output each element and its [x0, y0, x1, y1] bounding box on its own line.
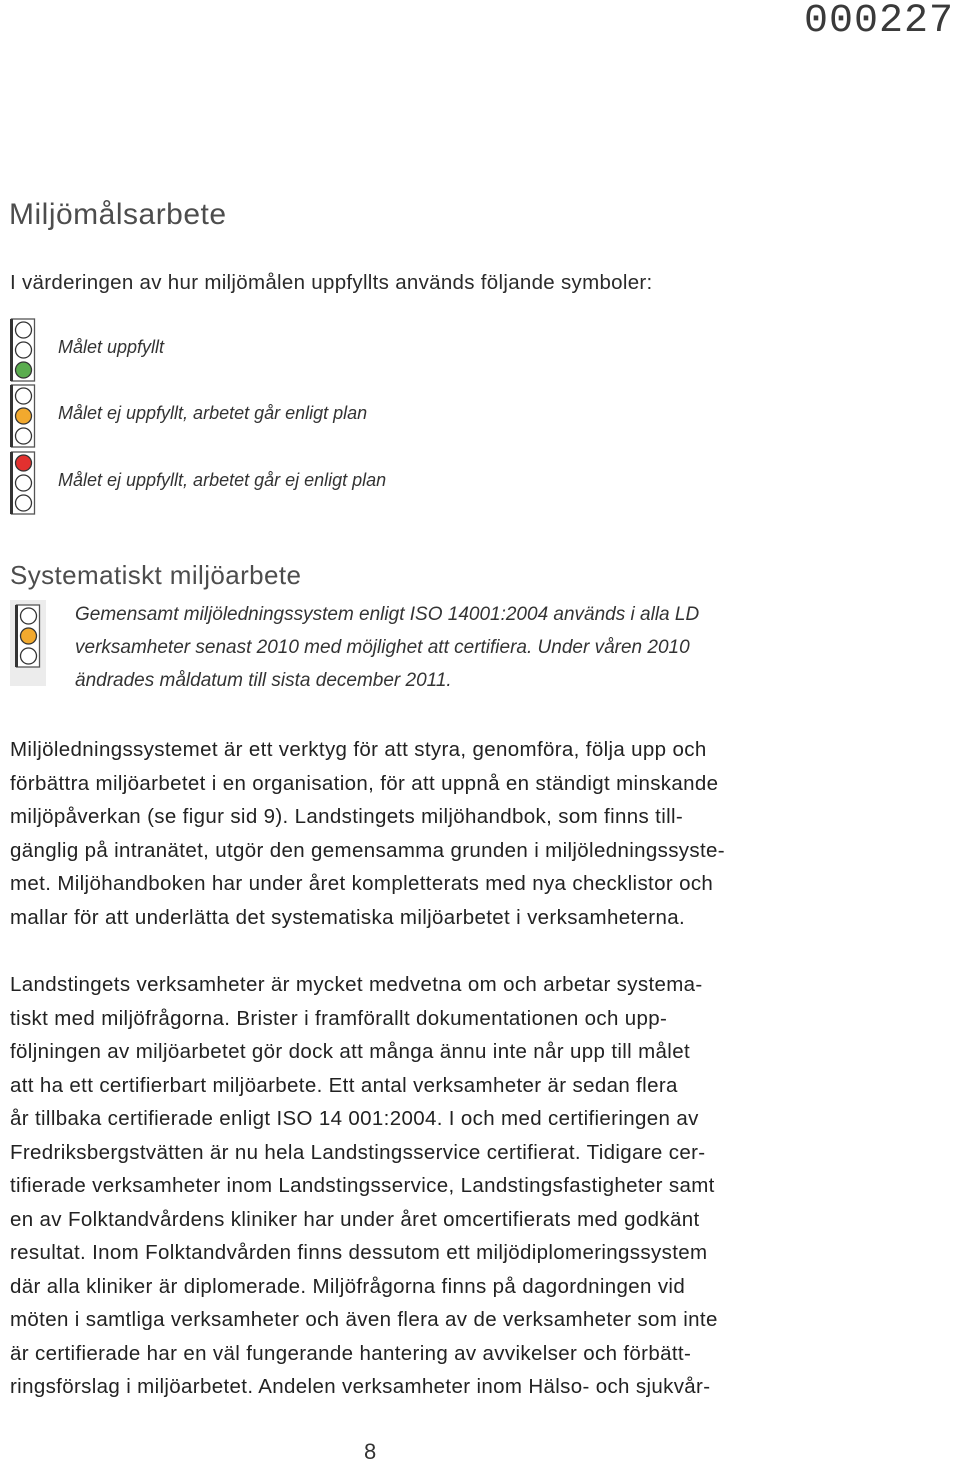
- goal-text-line: Gemensamt miljöledningssystem enligt ISO 14001:2004 används i alla LD: [75, 604, 700, 625]
- legend-item-on-track: [10, 384, 710, 448]
- lamp-bottom: [16, 495, 32, 511]
- lamp-top: [21, 608, 37, 624]
- paragraph-line: följningen av miljöarbetet gör dock att många ännu inte når upp till målet: [10, 1040, 691, 1063]
- paragraph-line: att ha ett certifierbart miljöarbete. Ett antal verksamheter är sedan flera: [10, 1073, 678, 1097]
- paragraph-line: met. Miljöhandboken har under året kompletterats med nya checklistor och: [10, 872, 714, 895]
- paragraph-line: år tillbaka certifierade enligt ISO 14 001:2004. I och med certifieringen av: [10, 1107, 699, 1130]
- lamp-bottom: [16, 428, 32, 444]
- lamp-middle: [16, 475, 32, 491]
- paragraph-line: är certifierade har en väl fungerande hantering av avvikelser och förbätt-: [10, 1341, 692, 1365]
- paragraph-line: en av Folktandvårdens kliniker har under året omcertifierats med godkänt: [10, 1207, 700, 1231]
- page-title: Miljömålsarbete: [9, 198, 227, 231]
- paragraph-line: ringsförslag i miljöarbetet. Andelen verksamheter inom Hälso- och sjukvår-: [10, 1375, 711, 1398]
- paragraph-line: Landstingets verksamheter är mycket medvetna om och arbetar systema-: [10, 973, 703, 996]
- lamp-top: [16, 455, 32, 471]
- goal-text-line: verksamheter senast 2010 med möjlighet att certifiera. Under våren 2010: [75, 637, 690, 658]
- body-paragraph-1: [10, 733, 770, 934]
- paragraph-line: gänglig på intranätet, utgör den gemensamma grunden i miljöledningssyste-: [10, 838, 725, 862]
- section-heading: Systematiskt miljöarbete: [10, 560, 302, 590]
- goal-text-line: ändrades måldatum till sista december 2011.: [75, 670, 452, 691]
- lamp-middle: [21, 628, 37, 644]
- traffic-light-icon: [10, 451, 36, 515]
- paragraph-line: mallar för att underlätta det systematiska miljöarbetet i verksamheterna.: [10, 905, 685, 929]
- lamp-middle: [16, 408, 32, 424]
- page-stamp: 000227: [803, 0, 954, 44]
- lamp-bottom: [16, 362, 32, 378]
- paragraph-line: möten i samtliga verksamheter och även flera av de verksamheter som inte: [10, 1308, 718, 1331]
- legend-label: Målet ej uppfyllt, arbetet går ej enligt plan: [58, 470, 387, 490]
- traffic-light-icon: [15, 604, 41, 668]
- body-paragraph-2: [10, 968, 770, 1404]
- paragraph-line: förbättra miljöarbetet i en organisation, för att uppnå en ständigt minskande: [10, 771, 719, 795]
- paragraph-line: miljöpåverkan (se figur sid 9). Landstingets miljöhandbok, som finns till-: [10, 805, 684, 828]
- goal-text: [75, 598, 699, 697]
- legend-item-off-track: [10, 451, 710, 515]
- legend-label: Målet uppfyllt: [58, 337, 165, 357]
- paragraph-line: tifierade verksamheter inom Landstingsservice, Landstingsfastigheter samt: [10, 1174, 715, 1197]
- paragraph-line: resultat. Inom Folktandvården finns dessutom ett miljödiplomeringssystem: [10, 1241, 708, 1264]
- traffic-light-icon: [10, 384, 36, 448]
- lamp-middle: [16, 342, 32, 358]
- page-number: 8: [364, 1439, 377, 1464]
- legend-label: Målet ej uppfyllt, arbetet går enligt plan: [58, 403, 368, 423]
- traffic-light-icon: [10, 318, 36, 382]
- lamp-bottom: [21, 648, 37, 664]
- paragraph-line: där alla kliniker är diplomerade. Miljöfrågorna finns på dagordningen vid: [10, 1274, 686, 1298]
- paragraph-line: Miljöledningssystemet är ett verktyg för att styra, genomföra, följa upp och: [10, 738, 707, 761]
- intro-text: I värderingen av hur miljömålen uppfyllts används följande symboler:: [10, 271, 653, 294]
- goal-status-box: [10, 598, 740, 698]
- legend-item-achieved: [10, 318, 710, 382]
- paragraph-line: tiskt med miljöfrågorna. Brister i framförallt dokumentationen och upp-: [10, 1006, 668, 1030]
- paragraph-line: Fredriksbergstvätten är nu hela Landstingsservice certifierat. Tidigare cer-: [10, 1140, 706, 1164]
- lamp-top: [16, 388, 32, 404]
- lamp-top: [16, 322, 32, 338]
